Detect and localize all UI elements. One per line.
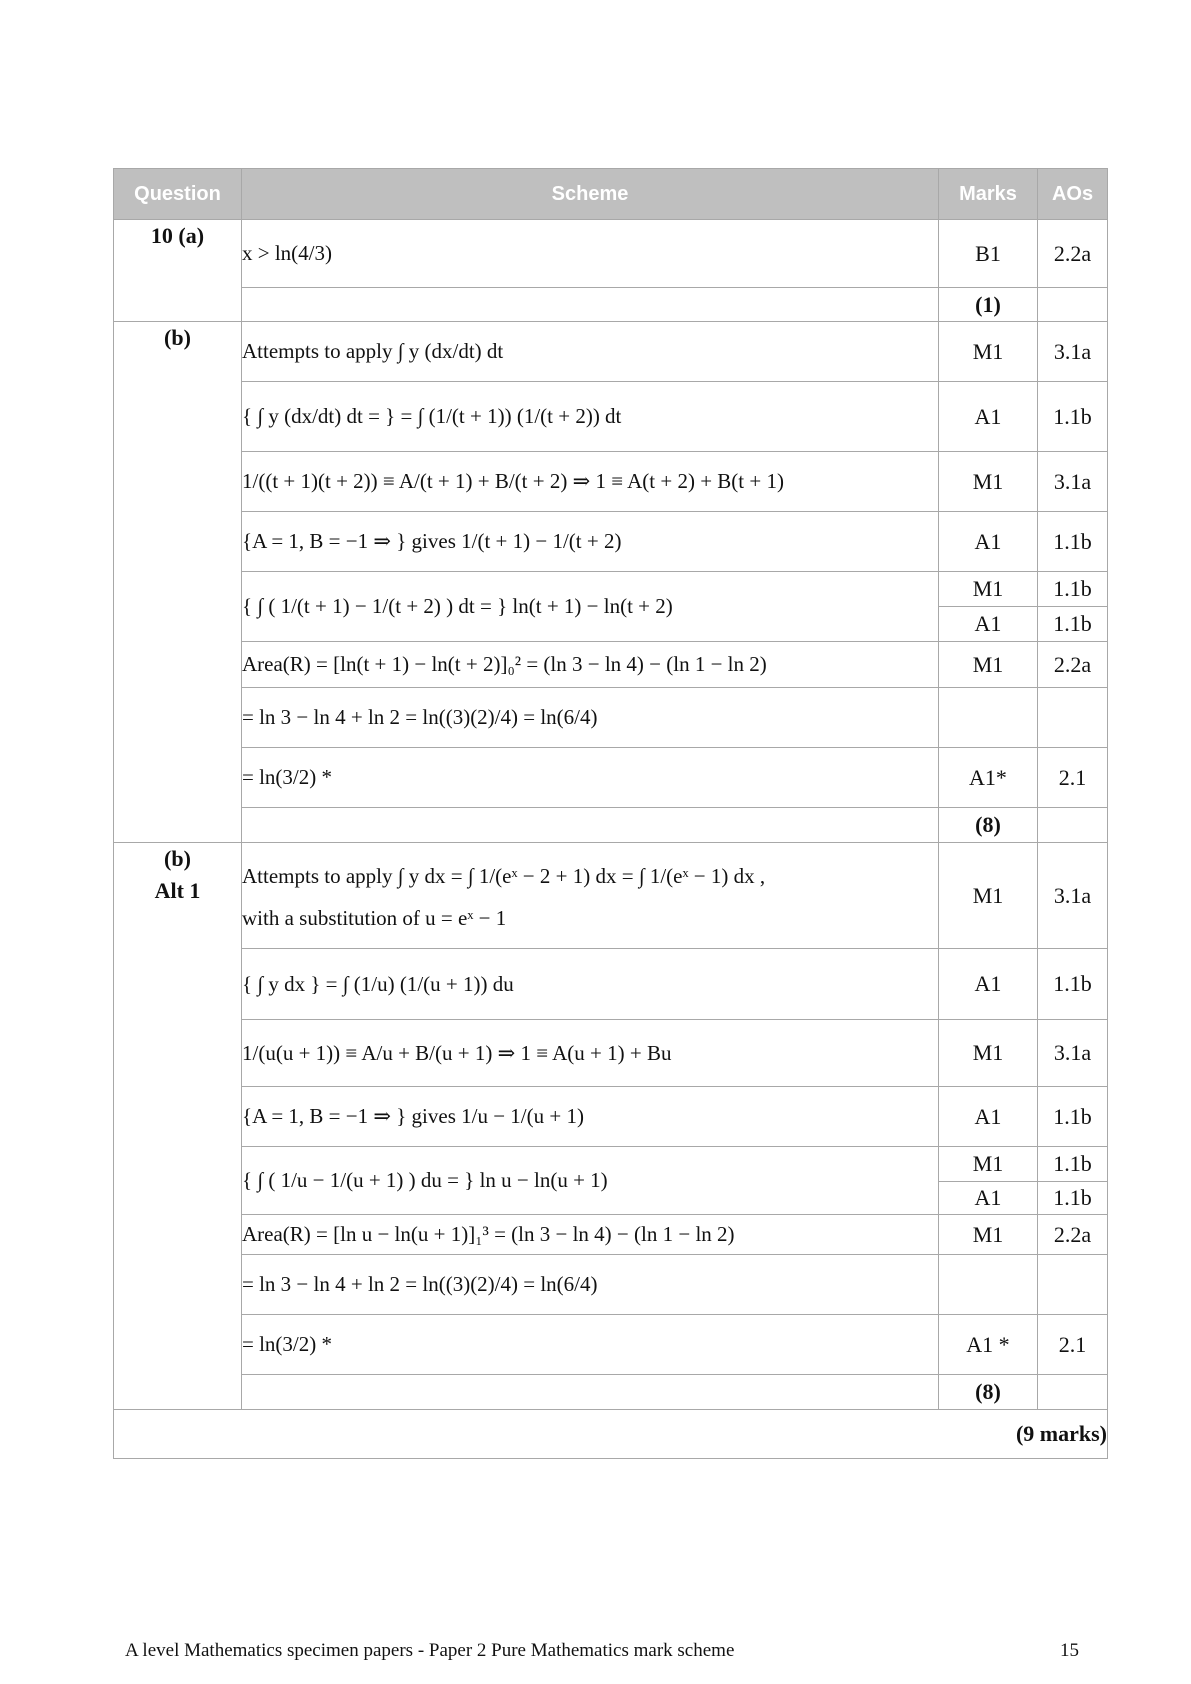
table-row (114, 748, 1108, 808)
ao-cell (1038, 688, 1108, 748)
scheme-cell (242, 288, 939, 322)
table-row (114, 1147, 1108, 1182)
mark-cell (939, 1255, 1038, 1315)
question-label: 10 (a) (114, 220, 242, 322)
mark-cell: M1 (939, 1147, 1038, 1182)
mark-cell: M1 (939, 572, 1038, 607)
mark-cell: M1 (939, 843, 1038, 949)
scheme-cell: x > ln(4/3) (242, 220, 939, 288)
ao-cell: 1.1b (1038, 1087, 1108, 1147)
mark-cell: A1 (939, 949, 1038, 1020)
table-row (114, 949, 1108, 1020)
total-row (114, 1410, 1108, 1459)
subtotal-cell: (1) (939, 288, 1038, 322)
mark-cell: M1 (939, 1020, 1038, 1087)
table-row (114, 1315, 1108, 1375)
total-marks: (9 marks) (114, 1410, 1108, 1459)
mark-cell: M1 (939, 1215, 1038, 1255)
table-row (114, 288, 1108, 322)
mark-cell: A1 (939, 1182, 1038, 1215)
scheme-cell: {A = 1, B = −1 ⇒ } gives 1/(t + 1) − 1/(t + 2) (242, 512, 939, 572)
table-row (114, 1087, 1108, 1147)
ao-cell (1038, 288, 1108, 322)
scheme-cell (242, 808, 939, 843)
scheme-cell: = ln(3/2) * (242, 1315, 939, 1375)
ao-cell: 1.1b (1038, 512, 1108, 572)
page-number: 15 (1060, 1640, 1079, 1661)
scheme-cell: = ln 3 − ln 4 + ln 2 = ln((3)(2)/4) = ln(6/4) (242, 1255, 939, 1315)
scheme-cell: 1/(u(u + 1)) ≡ A/u + B/(u + 1) ⇒ 1 ≡ A(u + 1) + Bu (242, 1020, 939, 1087)
ao-cell: 2.1 (1038, 748, 1108, 808)
table-row (114, 1215, 1108, 1255)
scheme-line: with a substitution of u = eˣ − 1 (242, 905, 507, 930)
ao-cell: 1.1b (1038, 607, 1108, 642)
scheme-cell: 1/((t + 1)(t + 2)) ≡ A/(t + 1) + B/(t + 2) ⇒ 1 ≡ A(t + 2) + B(t + 1) (242, 452, 939, 512)
table-row (114, 1020, 1108, 1087)
table-row (114, 688, 1108, 748)
table-header-row (114, 169, 1108, 220)
scheme-cell: { ∫ ( 1/u − 1/(u + 1) ) du = } ln u − ln(u + 1) (242, 1147, 939, 1215)
table-row (114, 220, 1108, 288)
mark-cell: M1 (939, 642, 1038, 688)
question-label: (b) (114, 322, 242, 843)
table-row (114, 642, 1108, 688)
ao-cell (1038, 808, 1108, 843)
header-aos: AOs (1038, 169, 1108, 220)
mark-cell: A1 * (939, 1315, 1038, 1375)
table-row (114, 808, 1108, 843)
ao-cell (1038, 1255, 1108, 1315)
subtotal-cell: (8) (939, 1375, 1038, 1410)
scheme-cell: = ln 3 − ln 4 + ln 2 = ln((3)(2)/4) = ln(6/4) (242, 688, 939, 748)
scheme-cell (242, 843, 939, 949)
table-row (114, 843, 1108, 949)
question-label-alt (114, 843, 242, 1410)
table-row (114, 572, 1108, 607)
scheme-cell: { ∫ y (dx/dt) dt = } = ∫ (1/(t + 1)) (1/(t + 2)) dt (242, 382, 939, 452)
mark-cell: A1 (939, 512, 1038, 572)
mark-cell: B1 (939, 220, 1038, 288)
ao-cell: 2.2a (1038, 1215, 1108, 1255)
table-row (114, 452, 1108, 512)
subtotal-cell: (8) (939, 808, 1038, 843)
ao-cell: 1.1b (1038, 1147, 1108, 1182)
ao-cell: 1.1b (1038, 949, 1108, 1020)
scheme-line: Attempts to apply ∫ y dx = ∫ 1/(eˣ − 2 + 1) dx = ∫ 1/(eˣ − 1) dx , (242, 863, 766, 888)
ao-cell: 2.2a (1038, 642, 1108, 688)
scheme-cell: = ln(3/2) * (242, 748, 939, 808)
scheme-cell: { ∫ ( 1/(t + 1) − 1/(t + 2) ) dt = } ln(t + 1) − ln(t + 2) (242, 572, 939, 642)
ao-cell: 1.1b (1038, 382, 1108, 452)
table-row (114, 382, 1108, 452)
table-row (114, 1375, 1108, 1410)
ao-cell: 3.1a (1038, 843, 1108, 949)
ao-cell: 1.1b (1038, 1182, 1108, 1215)
footer-title: A level Mathematics specimen papers - Paper 2 Pure Mathematics mark scheme (125, 1640, 735, 1661)
mark-cell: M1 (939, 452, 1038, 512)
mark-scheme-table (113, 168, 1108, 1459)
scheme-cell (242, 1375, 939, 1410)
ao-cell: 3.1a (1038, 322, 1108, 382)
table-row (114, 322, 1108, 382)
scheme-cell: Attempts to apply ∫ y (dx/dt) dt (242, 322, 939, 382)
header-question: Question (114, 169, 242, 220)
mark-cell: A1 (939, 382, 1038, 452)
scheme-cell: {A = 1, B = −1 ⇒ } gives 1/u − 1/(u + 1) (242, 1087, 939, 1147)
ao-cell: 2.2a (1038, 220, 1108, 288)
question-alt: Alt 1 (154, 878, 201, 903)
ao-cell (1038, 1375, 1108, 1410)
question-part: (b) (164, 846, 191, 871)
mark-cell: M1 (939, 322, 1038, 382)
mark-cell: A1 (939, 607, 1038, 642)
mark-cell: A1 (939, 1087, 1038, 1147)
header-marks: Marks (939, 169, 1038, 220)
header-scheme: Scheme (242, 169, 939, 220)
table-row (114, 1255, 1108, 1315)
scheme-cell: Area(R) = [ln(t + 1) − ln(t + 2)]₀² = (ln 3 − ln 4) − (ln 1 − ln 2) (242, 642, 939, 688)
ao-cell: 2.1 (1038, 1315, 1108, 1375)
scheme-cell: Area(R) = [ln u − ln(u + 1)]₁³ = (ln 3 − ln 4) − (ln 1 − ln 2) (242, 1215, 939, 1255)
mark-cell (939, 688, 1038, 748)
ao-cell: 1.1b (1038, 572, 1108, 607)
table-row (114, 512, 1108, 572)
ao-cell: 3.1a (1038, 452, 1108, 512)
ao-cell: 3.1a (1038, 1020, 1108, 1087)
scheme-cell: { ∫ y dx } = ∫ (1/u) (1/(u + 1)) du (242, 949, 939, 1020)
mark-cell: A1* (939, 748, 1038, 808)
